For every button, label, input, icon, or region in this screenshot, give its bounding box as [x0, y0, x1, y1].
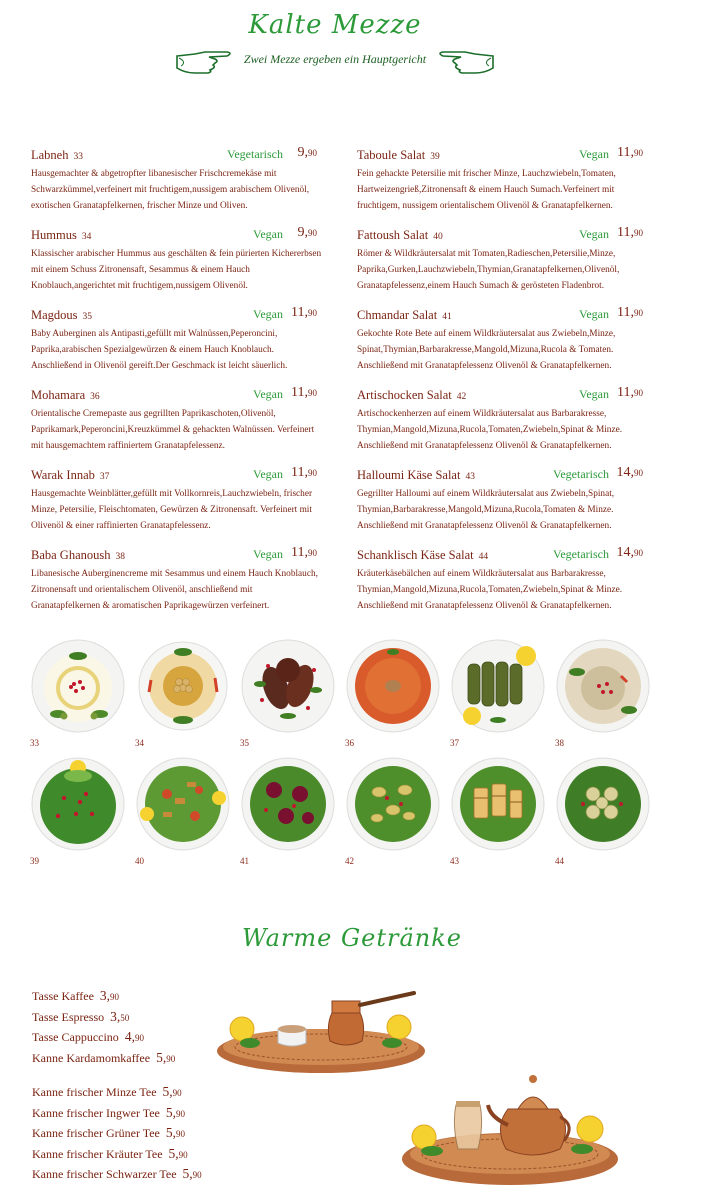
drink-item: Tasse Espresso 3,50: [32, 1008, 130, 1024]
item-name: Magdous: [31, 308, 78, 322]
item-tag: Vegan: [579, 307, 609, 321]
dish-photo-row-1: [28, 636, 652, 754]
item-name: Baba Ghanoush: [31, 548, 111, 562]
item-name: Chmandar Salat: [357, 308, 438, 322]
dish-photo-grid: [28, 636, 652, 872]
drink-item: Tasse Cappuccino 4,90: [32, 1029, 144, 1044]
artischocken-plate-image: [343, 754, 443, 854]
item-name: Mohamara: [31, 388, 86, 402]
menu-column-left: [31, 146, 331, 626]
item-name: Artischocken Salat: [357, 388, 452, 402]
dish-photo-baba-ghanoush: [553, 636, 653, 754]
section-title-warme-getraenke: Warme Getränke: [242, 924, 462, 952]
item-number: 37: [99, 472, 110, 482]
item-tag: Vegetarisch: [553, 547, 609, 561]
dish-photo-fattoush: [133, 754, 233, 872]
item-tag: Vegan: [579, 227, 609, 241]
pointing-hand-left-icon: [435, 46, 495, 76]
item-tag: Vegan: [253, 387, 283, 401]
hummus-plate-image: [133, 636, 233, 736]
dish-photo-schanklisch: [553, 754, 653, 872]
menu-item-magdous: [31, 306, 331, 386]
item-description: Libanesische Auberginencreme mit Sesammus und einem Hauch Knoblauch, Zitronensaft und orientalischem Olivenöl, anschließend mit Granatapfelkernen & aromatischen Paprikagewürzen verfeinert.: [31, 569, 318, 611]
baba-ghanoush-plate-image: [553, 636, 653, 736]
mohamara-plate-image: [343, 636, 443, 736]
dish-number-label: 36: [345, 738, 354, 748]
item-description: Klassischer arabischer Hummus aus geschälten & fein pürierten Kichererbsen mit einem Schuss Zitronensaft, Sesammus & einem Hauch Knoblauch,angerichtet mit fruchtigem,nussigem Olivenöl.: [31, 249, 322, 291]
dish-photo-halloumi: [448, 754, 548, 872]
coffee-tray-image: [214, 985, 429, 1080]
schanklisch-plate-image: [553, 754, 653, 854]
item-price: 14,90: [616, 545, 643, 560]
warak-innab-plate-image: [448, 636, 548, 736]
item-number: 36: [90, 392, 100, 402]
item-description: Gegrillter Halloumi auf einem Wildkräutersalat aus Zwiebeln,Spinat, Thymian,Barbarakresse,Mangold,Mizuna,Rucola,Tomaten & Minze. Anschließend mit Granatapfelessenz Olivenöl & Granatapfelkernen.: [357, 489, 615, 531]
item-number: 42: [456, 392, 467, 402]
menu-item-chmandar: [357, 306, 657, 386]
drink-item: Kanne frischer Minze Tee 5,90: [32, 1084, 182, 1099]
item-number: 39: [430, 152, 440, 162]
item-tag: Vegan: [253, 547, 283, 561]
dish-number-label: 44: [555, 856, 564, 866]
item-description: Orientalische Cremepaste aus gegrillten Paprikaschoten,Olivenöl, Paprikamark,Peperoncini,Kreuzkümmel & gehackten Walnüssen. Verfeinert mit hausgemachtem raffiniertem Granatapfelessenz.: [31, 409, 315, 451]
dish-photo-magdous: [238, 636, 338, 754]
item-price: 11,90: [291, 305, 317, 320]
dish-photo-warak-innab: [448, 636, 548, 754]
menu-item-baba-ghanoush: [31, 546, 331, 626]
menu-item-artischocken: [357, 386, 657, 466]
taboule-plate-image: [28, 754, 128, 854]
dish-number-label: 38: [555, 738, 564, 748]
item-name: Halloumi Käse Salat: [357, 468, 461, 482]
dish-number-label: 40: [135, 856, 144, 866]
drink-item: Kanne frischer Schwarzer Tee 5,90: [32, 1166, 202, 1181]
tea-tray-image: [398, 1065, 622, 1190]
item-description: Gekochte Rote Bete auf einem Wildkräutersalat aus Zwiebeln,Minze, Spinat,Thymian,Barbarakresse,Mangold,Mizuna,Rucola & Tomaten. Anschließend mit Granatapfelessenz Olivenöl & Granatapfelkernen.: [357, 329, 616, 371]
item-price: 9,90: [297, 145, 317, 160]
fattoush-plate-image: [133, 754, 233, 854]
item-price: 11,90: [617, 385, 643, 400]
item-price: 11,90: [617, 145, 643, 160]
dish-photo-chmandar: [238, 754, 338, 872]
menu-header: [175, 6, 495, 76]
dish-number-label: 42: [345, 856, 354, 866]
item-price: 9,90: [297, 225, 317, 240]
item-name: Hummus: [31, 228, 77, 242]
menu-column-right: [357, 146, 657, 626]
drink-item: Kanne Kardamomkaffee 5,90: [32, 1049, 176, 1065]
dish-number-label: 35: [240, 738, 249, 748]
item-description: Baby Auberginen als Antipasti,gefüllt mit Walnüssen,Peperoncini, Paprika,arabischen Spezialgewürzen & einem Hauch Knoblauch. Anschließend in Olivenöl gereift.Der Geschmack ist leicht säuerlich.: [31, 329, 288, 371]
dish-number-label: 34: [135, 738, 144, 748]
halloumi-plate-image: [448, 754, 548, 854]
item-tag: Vegan: [579, 387, 609, 401]
item-name: Taboule Salat: [357, 148, 426, 162]
dish-photo-mohamara: [343, 636, 443, 754]
menu-item-warak-innab: [31, 466, 331, 546]
item-price: 11,90: [291, 545, 317, 560]
item-number: 44: [478, 552, 489, 562]
item-number: 41: [442, 312, 452, 322]
menu-item-taboule: [357, 146, 657, 226]
item-description: Kräuterkäsebälchen auf einem Wildkräutersalat aus Barbarakresse, Thymian,Mangold,Mizuna,Rucola,Tomaten,Zwiebeln,Spinat & Minze. Anschließend mit Granatapfelessenz Olivenöl & Granatapfelkernen.: [357, 569, 623, 611]
item-name: Labneh: [31, 148, 69, 162]
item-number: 40: [433, 232, 443, 242]
menu-item-labneh: [31, 146, 331, 226]
item-name: Fattoush Salat: [357, 228, 429, 242]
item-number: 38: [115, 552, 125, 562]
menu-item-schanklisch: [357, 546, 657, 626]
item-price: 11,90: [617, 225, 643, 240]
item-description: Artischockenherzen auf einem Wildkräutersalat aus Barbarakresse, Thymian,Mangold,Mizuna,Rucola,Tomaten,Zwiebeln,Spinat & Minze. Anschließend mit Granatapfelessenz Olivenöl & Granatapfelkernen.: [357, 409, 623, 451]
drink-item: Kanne frischer Ingwer Tee 5,90: [32, 1104, 185, 1120]
item-number: 33: [73, 152, 83, 162]
section-title-kalte-mezze: Kalte Mezze: [248, 10, 422, 40]
item-tag: Vegetarisch: [553, 467, 609, 481]
item-number: 34: [81, 232, 92, 242]
item-name: Schanklisch Käse Salat: [357, 548, 474, 562]
item-tag: Vegetarisch: [227, 147, 283, 161]
drinks-list-tea: [32, 1084, 202, 1187]
item-description: Hausgemachter & abgetropfter libanesischer Frischcremekäse mit Schwarzkümmel,verfeinert mit fruchtigem,nussigem arabischem Olivenöl, exotischen Granatapfelkernen, frischer Minze und Oliven.: [31, 169, 310, 211]
dish-number-label: 43: [450, 856, 459, 866]
drink-item: Tasse Kaffee 3,90: [32, 988, 120, 1003]
labneh-plate-image: [28, 636, 128, 736]
drink-item: Kanne frischer Grüner Tee 5,90: [32, 1125, 185, 1140]
item-price: 11,90: [291, 465, 317, 480]
dish-photo-artischocken: [343, 754, 443, 872]
item-description: Fein gehackte Petersilie mit frischer Minze, Lauchzwiebeln,Tomaten, Hartweizengrieß,Zitronensaft & einem Hauch Sumach.Verfeinert mit fruchtigem, nussigem orientalischem Olivenöl & Granatapfelkernen.: [357, 169, 616, 211]
section-subtitle: Zwei Mezze ergeben ein Hauptgericht: [243, 52, 427, 66]
dish-photo-labneh: [28, 636, 128, 754]
dish-photo-row-2: [28, 754, 652, 872]
item-tag: Vegan: [253, 467, 283, 481]
item-price: 11,90: [617, 305, 643, 320]
menu-item-mohamara: [31, 386, 331, 466]
item-description: Römer & Wildkräutersalat mit Tomaten,Radieschen,Petersilie,Minze, Paprika,Gurken,Lauchzwiebeln,Thymian,Granatapfelkernen,Olivenöl, Granatapfelessenz,einem Hauch Sumach & gerösteten Fladenbrot.: [357, 249, 620, 291]
magdous-plate-image: [238, 636, 338, 736]
chmandar-plate-image: [238, 754, 338, 854]
item-price: 14,90: [616, 465, 643, 480]
item-number: 43: [465, 472, 475, 482]
dish-number-label: 41: [240, 856, 249, 866]
item-tag: Vegan: [253, 307, 283, 321]
dish-photo-taboule: [28, 754, 128, 872]
item-tag: Vegan: [253, 227, 283, 241]
dish-number-label: 39: [30, 856, 39, 866]
drinks-list-coffee: [32, 988, 175, 1070]
menu-item-fattoush: [357, 226, 657, 306]
dish-number-label: 33: [30, 738, 39, 748]
item-name: Warak Innab: [31, 468, 95, 482]
menu-item-halloumi: [357, 466, 657, 546]
dish-number-label: 37: [450, 738, 459, 748]
item-tag: Vegan: [579, 147, 609, 161]
dish-photo-hummus: [133, 636, 233, 754]
drink-item: Kanne frischer Kräuter Tee 5,90: [32, 1145, 188, 1161]
item-number: 35: [82, 312, 93, 322]
item-price: 11,90: [291, 385, 317, 400]
menu-item-hummus: [31, 226, 331, 306]
item-description: Hausgemachte Weinblätter,gefüllt mit Vollkornreis,Lauchzwiebeln, frischer Minze, Petersilie, Fleischtomaten, Gewürzen & Zitronensaft. Verfeinert mit Olivenöl & einer raffinierten Granatapfelessenz.: [31, 489, 313, 531]
